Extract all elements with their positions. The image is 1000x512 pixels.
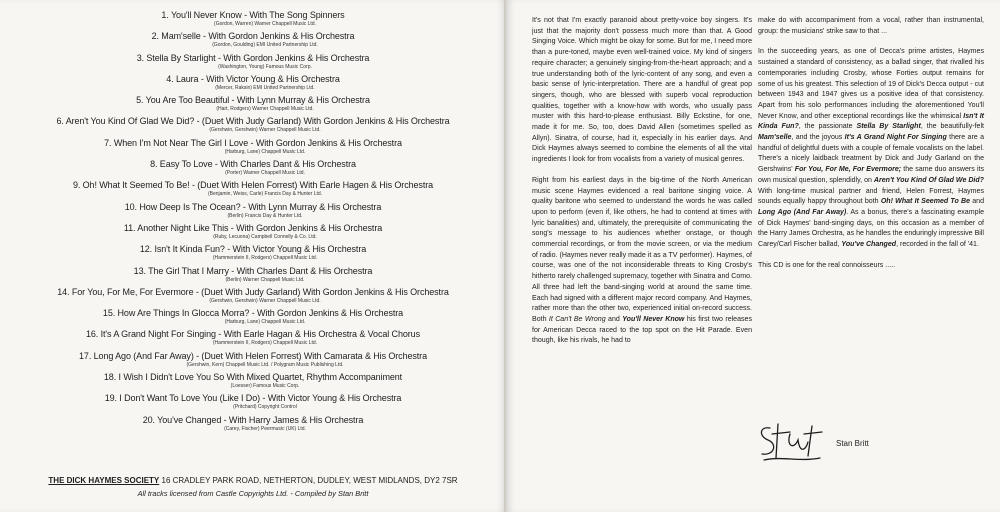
track-title: 3. Stella By Starlight - With Gordon Jenkins & His Orchestra [136,52,370,63]
track-item [20,53,486,74]
track-credit: (Berlin) Francis Day & Hunter Ltd. [227,212,303,219]
track-item [20,74,486,95]
track-title: 1. You'll Never Know - With The Song Spinners [161,10,345,20]
track-item [20,138,486,159]
track-credit: (Mercer, Raksin) EMI United Partnership Ltd. [215,84,315,91]
track-credit: (Gershwin, Kern) Chappell Music Ltd. / Polygram Music Publishing Ltd. [186,361,344,368]
track-item [20,31,486,52]
track-credit: (Benjamin, Weiss, Carle) Francis Day & Hunter Ltd. [207,191,323,198]
track-credit: (Loesser) Famous Music Corp. [230,383,300,390]
track-item [20,308,486,329]
track-title: 5. You Are Too Beautiful - With Lynn Murray & His Orchestra [136,95,370,106]
tracklist [20,10,486,436]
track-title: 4. Laura - With Victor Young & His Orchestra [166,73,340,84]
track-credit: (Pritchard) Copyright Control [233,404,297,411]
notes-closing-line: This CD is one for the real connoisseurs ..... [758,261,896,269]
notes-column-2 [758,16,984,281]
track-title: 14. For You, For Me, For Evermore - (Duet With Judy Garland) With Gordon Jenkins & His Orchestra [57,286,449,297]
society-name: THE DICK HAYMES SOCIETY [48,476,160,485]
track-credit: (Berlin) Warner Chappell Music Ltd. [225,276,305,283]
track-credit: (Gershwin, Gershwin) Warner Chappell Music Ltd. [209,127,321,134]
track-item [20,244,486,265]
liner-notes-page [506,0,1000,512]
track-credit: (Ruby, Lecuona) Campbell Connelly & Co. Ltd. [213,233,317,240]
notes-paragraph: It's not that I'm exactly paranoid about pretty-voice boy singers. It's just that the majority don't possess much more than that. A Good Singing Voice. Which might be okay for some. But for me, I need more than a pure-toned, maybe even well-trained voice. My kind of singers require character; a genuinely singing-from-the-heart approach; and a true understanding both of the lyric-content of any song, and even a basic sense of lyric-interpretation. There are a handful of great pop singers, though, who are blessed with superb vocal reproduction qualities, together with a know-how with words, who usually pass muster with this hard-to-please enthusiast. Billy Eckstine, for one, made it for me. So, too, does David Allen (sometimes spelled as Allyn). Sinatra, of course, had it, especially in his earlier days. And Dick Haymes always seemed to combine the elements of all the vital ingredients I look for from vocalists from a variety of musical genres. [532,17,752,164]
track-title: 15. How Are Things In Glocca Morra? - With Gordon Jenkins & His Orchestra [102,308,404,319]
track-item [20,223,486,244]
track-title: 10. How Deep Is The Ocean? - With Lynn Murray & His Orchestra [124,201,382,212]
track-credit: (Porter) Warner Chappell Music Ltd. [225,170,305,177]
society-address: 16 CRADLEY PARK ROAD, NETHERTON, DUDLEY, WEST MIDLANDS, DY2 7SR [159,476,458,485]
track-title: 16. It's A Grand Night For Singing - With Earle Hagan & His Orchestra & Vocal Chorus [86,329,420,340]
track-item [20,266,486,287]
track-item [20,415,486,436]
notes-paragraph: make do with accompaniment from a vocal, rather than instrumental, group: the musicians' strike saw to that ... [758,17,984,35]
track-item [20,287,486,308]
notes-paragraph: In the succeeding years, as one of Decca's prime artistes, Haymes sustained a standard of consistency, as a ballad singer, that rivalled his contemporaries including Crosby, whose Forties output remains for some of us his greatest. This selection of 19 of Dick's Decca output - cut between 1943 and 1947 gives us a positive idea of that consistency. Apart from his solo performances including the aforementioned You'll Never Know, and other exceptional recordings like the whimsical Isn't It Kinda Fun?, the passionate Stella By Starlight, the beautifully-felt Mam'selle, and the joyous It's A Grand Night For Singing there are a handful of delightful duets with a couple of female vocalists on the label. There's a nicely laidback treatment by Dick and Judy Garland on the Gershwins' For You, For Me, For Evermore; the same duo answers its own musical question, splendidly, on Aren't You Kind Of Glad We Did? With long-time musical partner and friend, Helen Forrest, Haymes sounds equally happy throughout both Oh! What It Seemed To Be and Long Ago (And Far Away). As a bonus, there's a fascinating example of Dick Haymes' band-singing days, on this occasion as a member of the Harry James Orchestra, as he handles the enduringly impressive Bill Carey/Carl Fischer ballad, You've Changed, recorded in the fall of '41. [758,48,985,249]
track-credit: (Harburg, Lane) Chappell Music Ltd. [224,319,306,326]
track-credit: (Hart, Rodgers) Warner Chappell Music Ltd. [216,106,314,113]
track-title: 19. I Don't Want To Love You (Like I Do) - With Victor Young & His Orchestra [104,393,402,404]
track-credit: (Carey, Fischer) Peermusic (UK) Ltd. [224,425,306,432]
track-title: 2. Mam'selle - With Gordon Jenkins & His Orchestra [151,31,355,42]
signature-name: Stan Britt [836,439,869,448]
track-title: 12. Isn't It Kinda Fun? - With Victor Young & His Orchestra [139,244,367,255]
track-title: 13. The Girl That I Marry - With Charles Dant & His Orchestra [133,265,373,276]
track-credit: (Gordon, Warren) Warner Chappell Music Ltd. [214,21,316,27]
track-item [20,372,486,393]
society-address-line [0,475,506,486]
handwritten-signature [756,420,826,464]
track-item [20,116,486,137]
track-title: 18. I Wish I Didn't Love You So With Mixed Quartet, Rhythm Accompaniment [103,372,403,383]
track-title: 7. When I'm Not Near The Girl I Love - With Gordon Jenkins & His Orchestra [104,137,402,148]
track-title: 11. Another Night Like This - With Gordon Jenkins & His Orchestra [123,222,383,233]
notes-column-1 [532,16,752,357]
track-credit: (Hammerstein II, Rodgers) Chappell Music Ltd. [212,255,318,262]
track-item [20,202,486,223]
track-item [20,10,486,31]
track-title: 17. Long Ago (And Far Away) - (Duet With Helen Forrest) With Camarata & His Orchestra [79,350,427,361]
track-title: 6. Aren't You Kind Of Glad We Did? - (Duet With Judy Garland) With Gordon Jenkins & His Orchestra [56,116,450,127]
track-credit: (Gordon, Goulding) EMI United Partnership Ltd. [212,42,318,49]
track-credit: (Hammerstein II, Rodgers) Chappell Music Ltd. [212,340,318,347]
track-item [20,180,486,201]
track-credit: (Gershwin, Gershwin) Warner Chappell Music Ltd. [209,297,321,304]
notes-paragraph: Right from his earliest days in the big-time of the North American music scene Haymes evidenced a real baritone singing voice. A quality baritone who seemed to understand the words he was called upon to perform (even if, like others, he had to contend at times with lyric banalities) and, ultimately, the prerequisite of communicating the song's message to his audiences whether onstage, or though commercial recordings, or from the movie screen, or via the medium of radio. (Haymes never really made it as a TV performer). Haymes, of course, was one of the not inconsiderable threats to King Crosby's hitherto rarely challenged supremacy, together with Sinatra and Como. All three had left the band-singing world at around the same time. Each had signed with a different major record company. And Haymes, rather more than the other two, experienced initial on-record success. Both It Can't Be Wrong and You'll Never Know his first two releases for American Decca raced to the top spot on the Hit Parade. Even though, like his rivals, he had to [532,176,753,345]
track-credit: (Harburg, Lane) Chappell Music Ltd. [224,148,306,155]
track-item [20,95,486,116]
track-title: 9. Oh! What It Seemed To Be! - (Duet With Helen Forrest) With Earle Hagen & His Orchestra [72,180,434,191]
licensing-credit: All tracks licensed from Castle Copyrights Ltd. - Compiled by Stan Britt [137,489,369,498]
track-title: 8. Easy To Love - With Charles Dant & His Orchestra [150,159,356,170]
track-credit: (Washington, Young) Famous Music Corp. [218,63,312,70]
track-item [20,329,486,350]
track-item [20,351,486,372]
track-title: 20. You've Changed - With Harry James & His Orchestra [142,414,364,425]
track-item [20,393,486,414]
track-item [20,159,486,180]
